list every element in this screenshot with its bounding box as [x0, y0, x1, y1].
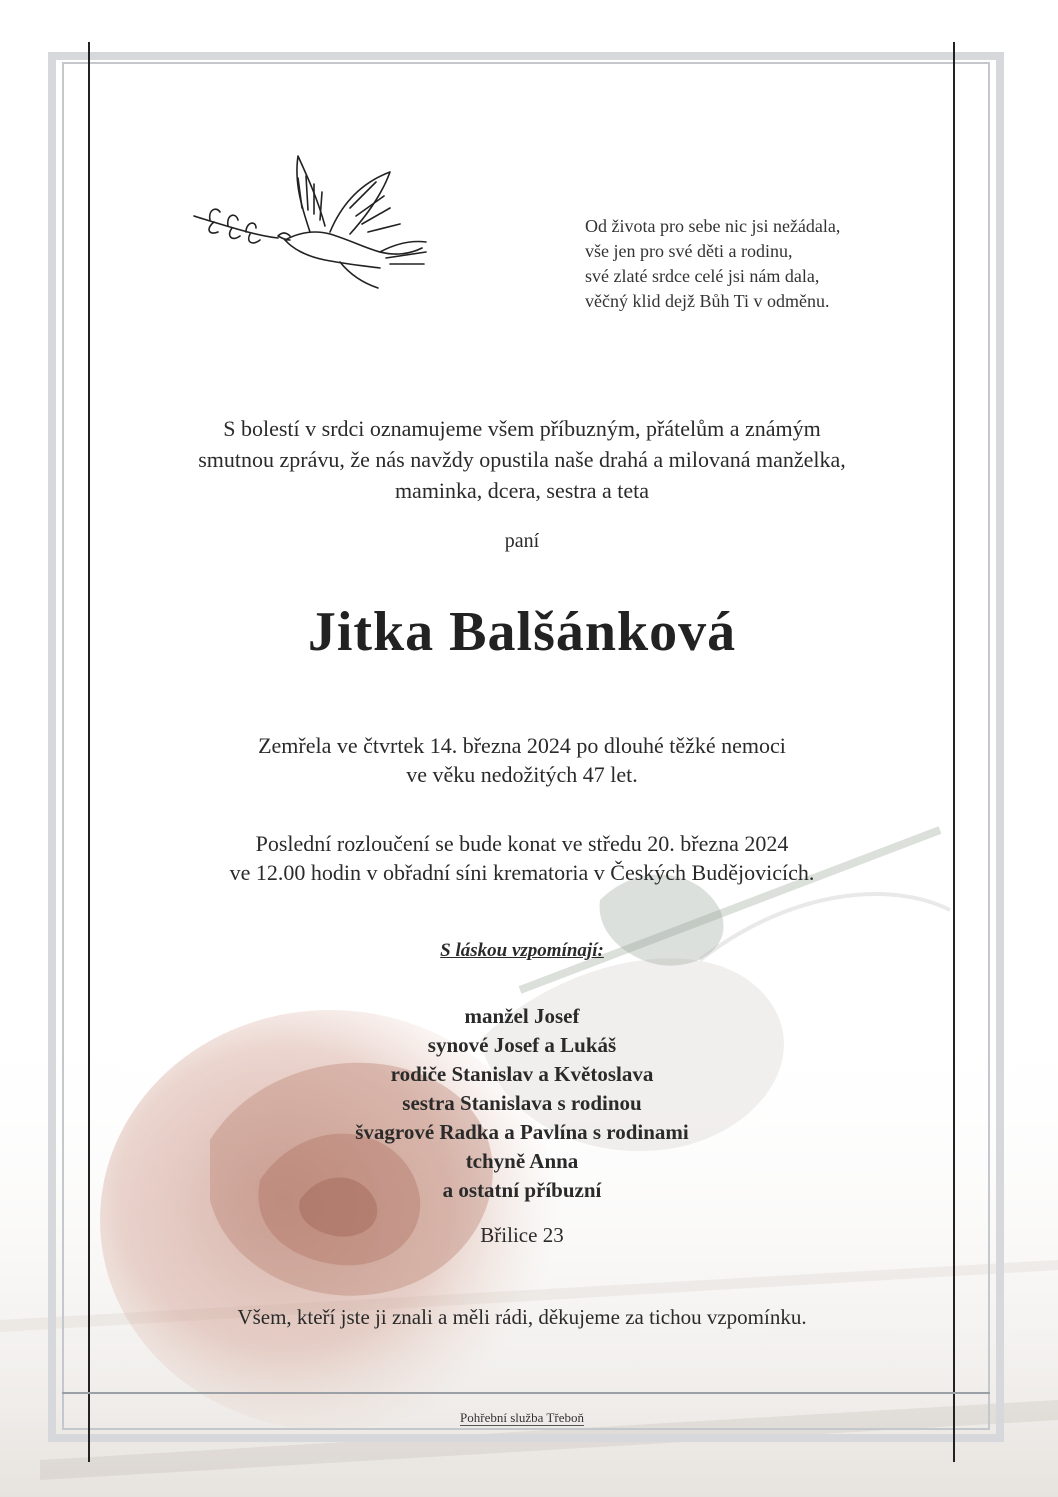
death-info-line: ve věku nedožitých 47 let.	[406, 762, 638, 787]
mourner-item: tchyně Anna	[465, 1149, 579, 1173]
poem-line: vše jen pro své děti a rodinu,	[585, 241, 793, 261]
farewell-info-line: ve 12.00 hodin v obřadní síni krematoria v Českých Budějovicích.	[229, 860, 815, 885]
mourner-item: manžel Josef	[464, 1004, 580, 1028]
left-vertical-line	[88, 42, 90, 1462]
deceased-name: Jitka Balšánková	[307, 601, 737, 663]
mourners-list	[100, 1002, 944, 1205]
announcement-line: maminka, dcera, sestra a teta	[394, 478, 650, 503]
farewell-info-line: Poslední rozloučení se bude konat ve středu 20. března 2024	[255, 831, 789, 856]
poem-line: Od života pro sebe nic jsi nežádala,	[585, 216, 841, 236]
right-vertical-line	[953, 42, 955, 1462]
footer	[100, 1410, 944, 1426]
poem-verse	[585, 214, 915, 314]
remember-heading: S láskou vzpomínají:	[440, 940, 604, 961]
title-word: paní	[504, 530, 540, 552]
address: Břilice 23	[480, 1223, 564, 1247]
dove-with-olive-branch-icon	[190, 148, 440, 298]
mourner-item: rodiče Stanislav a Květoslava	[390, 1062, 654, 1086]
funeral-service-name: Pohřební služba Třeboň	[460, 1410, 584, 1425]
announcement-line: smutnou zprávu, že nás navždy opustila naše drahá a milovaná manželka,	[198, 447, 846, 472]
poem-line: věčný klid dejž Bůh Ti v odměnu.	[585, 291, 830, 311]
mourner-item: sestra Stanislava s rodinou	[402, 1091, 642, 1115]
announcement-text	[100, 413, 944, 506]
death-info-line: Zemřela ve čtvrtek 14. března 2024 po dlouhé těžké nemoci	[258, 733, 786, 758]
footer-divider	[62, 1392, 990, 1394]
poem-line: své zlaté srdce celé jsi nám dala,	[585, 266, 820, 286]
mourner-item: synové Josef a Lukáš	[427, 1033, 617, 1057]
farewell-info	[100, 829, 944, 887]
death-info	[100, 731, 944, 789]
mourner-item: švagrové Radka a Pavlína s rodinami	[355, 1120, 689, 1144]
mourner-item: a ostatní příbuzní	[442, 1178, 602, 1202]
announcement-line: S bolestí v srdci oznamujeme všem příbuzným, přátelům a známým	[223, 416, 821, 441]
thanks-text: Všem, kteří jste ji znali a měli rádi, děkujeme za tichou vzpomínku.	[237, 1305, 807, 1329]
